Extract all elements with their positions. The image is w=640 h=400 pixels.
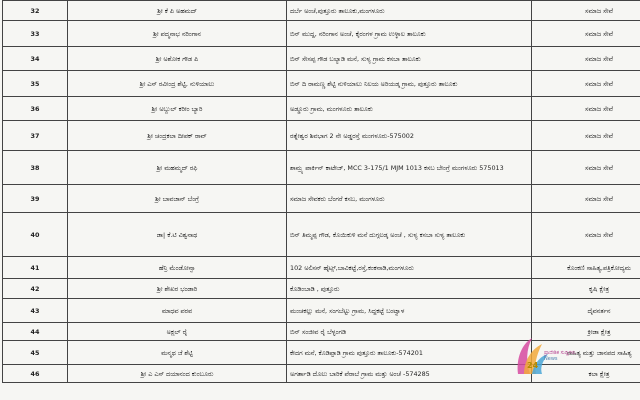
awardee-name: ಶ್ರೀ ಅಬ್ದುಲ್ ಕರೀಂ ಬ್ಯಾರಿ xyxy=(68,97,287,121)
awardee-name: ಶ್ರೀ ಎ ಎಸ್ ದಯಾನಂದ ಕುಂಬೂರು xyxy=(68,365,287,383)
awardee-address: ಅಡ್ಡೂರು ಗ್ರಾಮ, ಮಂಗಳೂರು ತಾಲೂಕು xyxy=(287,97,532,121)
award-field: ಕೊಂಕಣಿ ಸಾಹಿತ್ಯ,ಪತ್ರಿಕೋದ್ಯಮ xyxy=(532,257,640,279)
table-row xyxy=(3,97,640,121)
awardee-name: ಶ್ರೀ ಮಹಮ್ಮದ್ ರಫಿ xyxy=(68,151,287,185)
awardee-address: ಬಿನ್ ತಿಮ್ಮಪ್ಪ ಗೌಡ, ಕೊಯಿಕುಳಿ ಮನೆ ದುಗ್ಗಲಡ್ಕ ಅಂಚೆ , ಸುಳ್ಯ ಕಸಬಾ ಸುಳ್ಯ ತಾಲೂಕು xyxy=(287,213,532,257)
awardee-name: ಶ್ರೀ ಬಾವಜಾನ್ ಬೆಂಗ್ರೆ xyxy=(68,185,287,213)
awardee-address: ದರ್ಬೆ ಅಂಚೆ,ಪುತ್ತೂರು ತಾಲೂಕು,ಮಂಗಳೂರು xyxy=(287,1,532,21)
row-number: 36 xyxy=(3,97,68,121)
award-field: ಸಮಾಜ ಸೇವೆ xyxy=(532,21,640,47)
table-row xyxy=(3,21,640,47)
table-row xyxy=(3,213,640,257)
table-row xyxy=(3,257,640,279)
row-number: 35 xyxy=(3,71,68,97)
awardee-name: ಮಾಧವ ಪರವ xyxy=(68,299,287,323)
row-number: 42 xyxy=(3,279,68,299)
award-field: ದೈವನರ್ತನ xyxy=(532,299,640,323)
awardee-address: 102 ಅಲಿಸನ್ ಹೈಟ್ಸ್,ಬಾವಿಕಟ್ಟೆ,ರಸ್ತೆ,ಕಂಕನಾಡಿ,ಮಂಗಳೂರು xyxy=(287,257,532,279)
row-number: 44 xyxy=(3,323,68,341)
row-number: 34 xyxy=(3,47,68,71)
awardee-name: ಅಕ್ಷಲ್ ರೈ xyxy=(68,323,287,341)
table-row xyxy=(3,151,640,185)
table-row xyxy=(3,299,640,323)
row-number: 43 xyxy=(3,299,68,323)
row-number: 45 xyxy=(3,341,68,365)
awardee-address: ಶಾಮ್ರ್ಯ ಪಾರ್ಕಿನ್ ಕಾಟೇಜ್, MCC 3-175/1 MJM 1013 ಕಸಬ ಬೇಂಗ್ರೆ ಮಂಗಳೂರು 575013 xyxy=(287,151,532,185)
award-field: ಸಾಹಿತ್ಯ ಮತ್ತು ಜಾನಪದ ಸಾಹಿತ್ಯ xyxy=(532,341,640,365)
table-row xyxy=(3,1,640,21)
awardee-name: ಶ್ರೀ ಎಸ್ ರವೀಂದ್ರ ಶೆಟ್ಟಿ, ನುಳಿಯಾಲು xyxy=(68,71,287,97)
table-row xyxy=(3,185,640,213)
row-number: 37 xyxy=(3,121,68,151)
table-row xyxy=(3,47,640,71)
award-field: ಸಮಾಜ ಸೇವೆ xyxy=(532,71,640,97)
awardee-address: ಸಮಾಜ ಸೇವಕರು ಬೆಂಗರೆ ಕಸಬ, ಮಂಗಳೂರು xyxy=(287,185,532,213)
row-number: 46 xyxy=(3,365,68,383)
awardee-address: ಕೊಡಿಂಬಾಡಿ , ಪುತ್ತೂರು xyxy=(287,279,532,299)
row-number: 41 xyxy=(3,257,68,279)
award-field: ಸಮಾಜ ಸೇವೆ xyxy=(532,121,640,151)
row-number: 38 xyxy=(3,151,68,185)
table-row xyxy=(3,71,640,97)
table-row xyxy=(3,279,640,299)
awardee-name: ಮನ್ಮಥ ಜೆ ಶೆಟ್ಟಿ xyxy=(68,341,287,365)
awardee-address: ಮಂಚಕಲ್ಲು ಮನೆ, ಸಂಗಬೆಟ್ಟು ಗ್ರಾಮ, ಸಿದ್ದಕಟ್ಟೆ ಬಂಟ್ವಾಳ xyxy=(287,299,532,323)
awardee-address: ಬಿನ್ ಸೇಸಪ್ಪ ಗೌಡ ಬಲ್ಯಾಡಿ ಮನೆ, ಸುಳ್ಯ ಗ್ರಾಮ ಕಸಬಾ ತಾಲೂಕು xyxy=(287,47,532,71)
award-field: ಸಮಾಜ ಸೇವೆ xyxy=(532,213,640,257)
award-field: ಸಮಾಜ ಸೇವೆ xyxy=(532,47,640,71)
awardee-address: ಬಿನ್ ಸಂಜೀವ ರೈ ಬೆಳ್ಳಂಗಡಿ xyxy=(287,323,532,341)
row-number: 40 xyxy=(3,213,68,257)
award-field: ಸಮಾಜ ಸೇವೆ xyxy=(532,151,640,185)
watermark-logo xyxy=(512,330,638,386)
awardee-name: ಶ್ರೀ ಪದ್ಮನಾಭ ನರಿಂಗಾನ xyxy=(68,21,287,47)
awardee-address: ಬಿನ್ ಮುದ್ದ, ನರಿಂಗಾನ ಅಂಚೆ, ಕೈರಂಗಳ ಗ್ರಾಮ ಉಳ್ಳಾಲ ತಾಲೂಕು xyxy=(287,21,532,47)
awardee-name: ಡಾ| ಕೆ.ಟಿ ವಿಶ್ವನಾಥ xyxy=(68,213,287,257)
award-field: ಸಮಾಜ ಸೇವೆ xyxy=(532,97,640,121)
logo-text-line2: News xyxy=(544,356,558,362)
awardee-name: ಶ್ರೀ ಕೆ ಪಿ ಅಹಮದ್ xyxy=(68,1,287,21)
awardee-name: ಶ್ರೀ ಚಂದ್ರಕಲಾ ದೀಪಕ್ ರಾವ್ xyxy=(68,121,287,151)
awardee-name: ಶ್ರೀ ಶೇಖರ ಭಂಡಾರಿ xyxy=(68,279,287,299)
awardee-table xyxy=(2,0,640,383)
award-field: ಸಮಾಜ ಸೇವೆ xyxy=(532,1,640,21)
svg-text:24: 24 xyxy=(527,361,539,370)
awardee-address: ಕೇದಗ ಮನೆ, ಕೊಡಿಪ್ಪಾಡಿ ಗ್ರಾಮ ಪುತ್ತೂರು ತಾಲೂಕು-574201 xyxy=(287,341,532,365)
award-field: ಕೃಷಿ ಕ್ಷೇತ್ರ xyxy=(532,279,640,299)
awardee-address: ರತ್ನೇಶ್ವರ ಶಿವಭಾಗ 2 ನೇ ಅಡ್ಡರಸ್ತೆ ಮಂಗಳೂರು-575002 xyxy=(287,121,532,151)
row-number: 33 xyxy=(3,21,68,47)
table-row xyxy=(3,121,640,151)
awardee-name: ಹೆನ್ರಿ ಮೆಂಡೋನ್ಸಾ xyxy=(68,257,287,279)
awardee-address: ಅಗರ್ತಾಡಿ ದೊಲು ಬಾರಿಕೆ ಪೆರಾಬೆ ಗ್ರಾಮ ಮತ್ತು ಅಂಚೆ -574285 xyxy=(287,365,532,383)
award-field: ಕ್ರೀಡಾ ಕ್ಷೇತ್ರ xyxy=(532,323,640,341)
row-number: 39 xyxy=(3,185,68,213)
award-field: ಕಲಾ ಕ್ಷೇತ್ರ xyxy=(532,365,640,383)
logo-text-line1: ಪ್ರಾದೇಶಿಕ ಸುದ್ದಿಗಳು xyxy=(544,350,576,356)
awardee-name: ಶ್ರೀ ಅಶೋಕ ಗೌಡ ಪಿ xyxy=(68,47,287,71)
award-field: ಸಮಾಜ ಸೇವೆ xyxy=(532,185,640,213)
awardee-address: ಬಿನ್ ದಿ ರಾಮಣ್ಣ ಶೆಟ್ಟಿ ನುಳಿಯಾಲು ನಿಲಯ ಅರಿಯಡ್ಕ ಗ್ರಾಮ, ಪುತ್ತೂರು ತಾಲೂಕು xyxy=(287,71,532,97)
row-number: 32 xyxy=(3,1,68,21)
